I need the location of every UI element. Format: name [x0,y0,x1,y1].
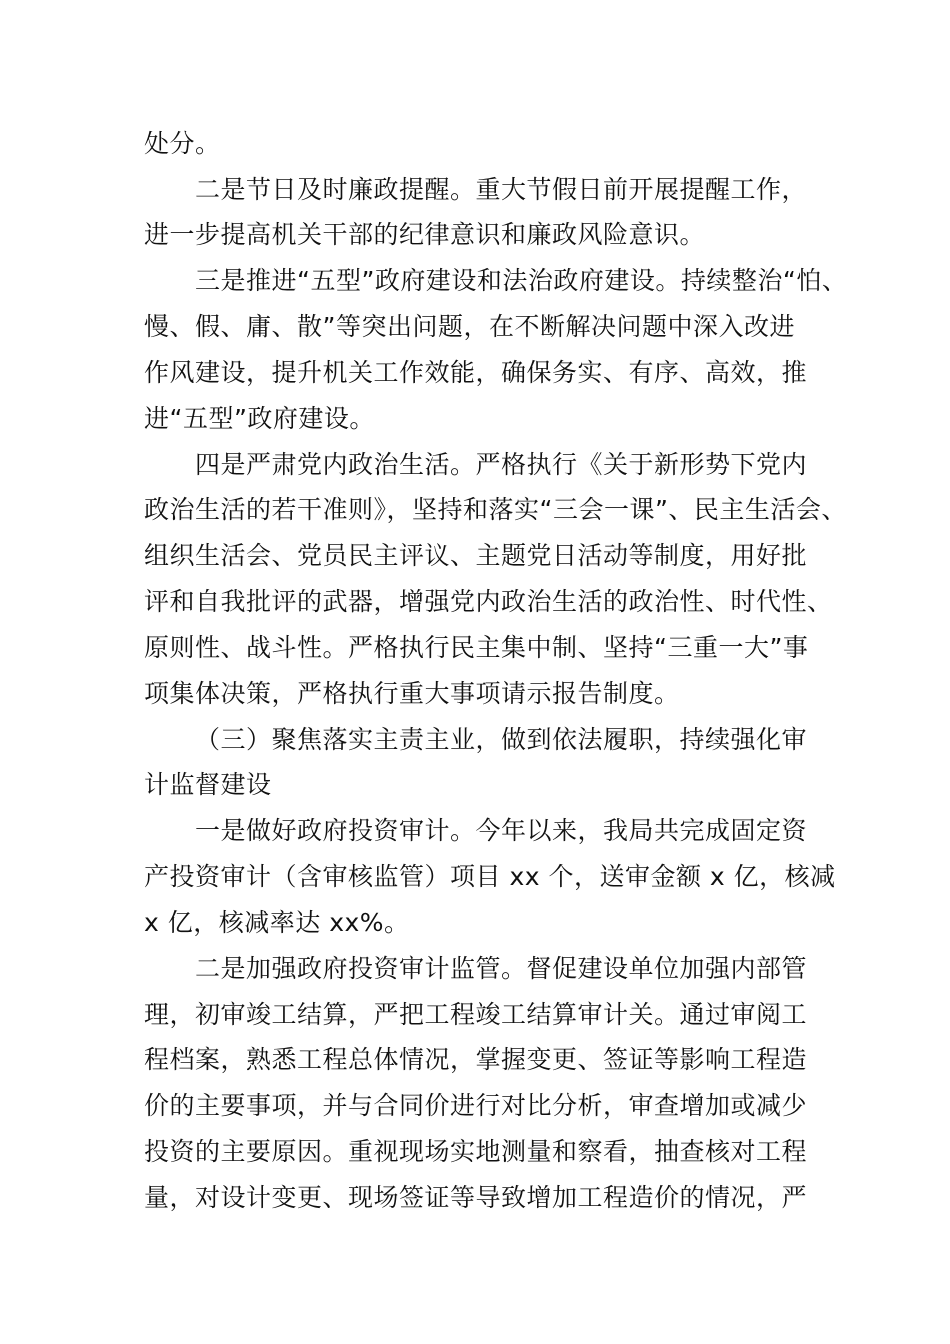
paragraph-line: 进一步提高机关干部的纪律意识和廉政风险意识。 [144,220,706,249]
paragraph-line: 产投资审计（含审核监管）项目 xx 个，送审金额 x 亿，核减 [144,862,836,891]
paragraph-line: 程档案，熟悉工程总体情况，掌握变更、签证等影响工程造 [144,1045,808,1074]
paragraph-line: 三是推进“五型”政府建设和法治政府建设。持续整治“怕、 [195,266,848,295]
section-heading: （三）聚焦落实主责主业，做到依法履职，持续强化审 [195,725,808,754]
paragraph-line: 二是加强政府投资审计监管。督促建设单位加强内部管 [195,954,808,983]
paragraph-line: 评和自我批评的武器，增强党内政治生活的政治性、时代性、 [144,587,833,616]
paragraph-line: 组织生活会、党员民主评议、主题党日活动等制度，用好批 [144,541,808,570]
paragraph-line: 项集体决策，严格执行重大事项请示报告制度。 [144,679,680,708]
paragraph-line: 原则性、战斗性。严格执行民主集中制、坚持“三重一大”事 [144,633,809,662]
paragraph-line: 政治生活的若干准则》，坚持和落实“三会一课”、民主生活会、 [144,495,847,524]
paragraph-line: 投资的主要原因。重视现场实地测量和察看，抽查核对工程 [144,1137,808,1166]
section-heading: 计监督建设 [144,770,272,799]
paragraph-line: 量，对设计变更、现场签证等导致增加工程造价的情况，严 [144,1183,808,1212]
paragraph-line: 四是严肃党内政治生活。严格执行《关于新形势下党内 [195,450,808,479]
paragraph-line: x 亿，核减率达 xx%。 [144,908,410,937]
paragraph-line: 慢、假、庸、散”等突出问题，在不断解决问题中深入改进 [144,312,795,341]
paragraph-line: 理，初审竣工结算，严把工程竣工结算审计关。通过审阅工 [144,1000,808,1029]
paragraph-line: 处分。 [144,129,221,158]
paragraph-line: 一是做好政府投资审计。今年以来，我局共完成固定资 [195,816,808,845]
paragraph-line: 进“五型”政府建设。 [144,404,375,433]
paragraph-line: 价的主要事项，并与合同价进行对比分析，审查增加或减少 [144,1091,808,1120]
paragraph-line: 作风建设，提升机关工作效能，确保务实、有序、高效，推 [144,358,808,387]
paragraph-line: 二是节日及时廉政提醒。重大节假日前开展提醒工作， [195,175,808,204]
